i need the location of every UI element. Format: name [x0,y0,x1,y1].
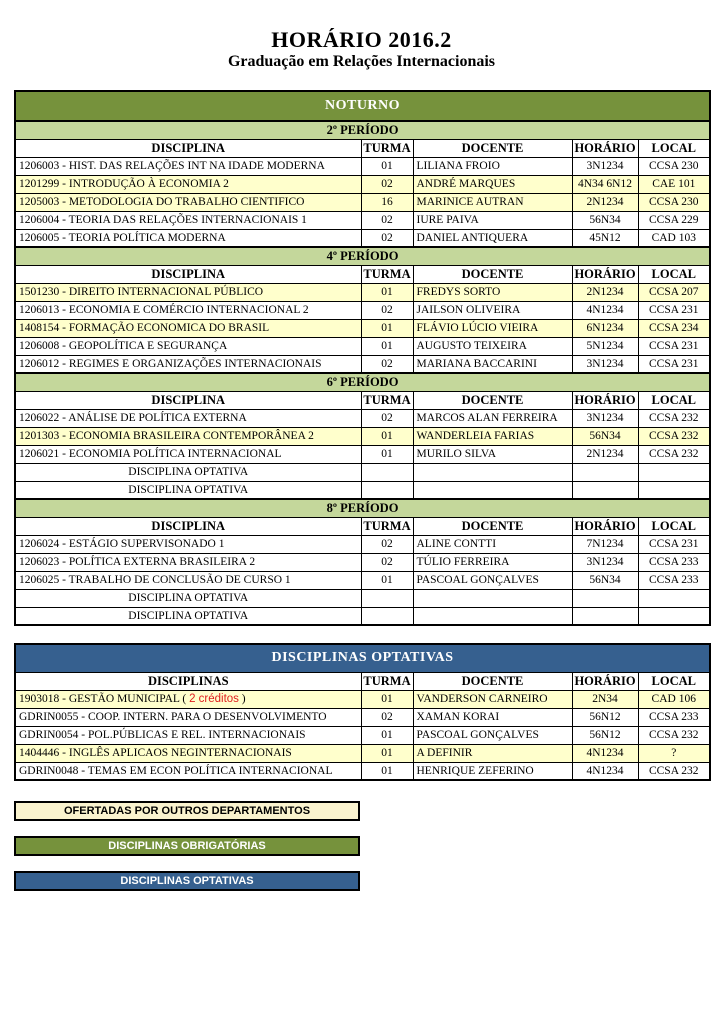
cell-local [638,481,710,499]
cell-docente: HENRIQUE ZEFERINO [413,762,572,780]
column-header: HORÁRIO [572,517,638,535]
period-bar-row [15,121,710,139]
cell-local: CCSA 234 [638,319,710,337]
cell-horario: 2N1234 [572,283,638,301]
table-row [15,409,710,427]
column-header: LOCAL [638,672,710,690]
cell-horario: 56N34 [572,211,638,229]
cell-horario: 2N1234 [572,445,638,463]
table-row [15,762,710,780]
cell-disciplina: 1205003 - METODOLOGIA DO TRABALHO CIENTIFICO [15,193,361,211]
shift-header: NOTURNO [15,91,710,121]
period-bar-label: 2º PERÍODO [15,121,710,139]
cell-horario: 56N34 [572,571,638,589]
cell-turma: 01 [361,690,413,708]
cell-horario [572,481,638,499]
optativa-placeholder-row [15,481,710,499]
page-subtitle: Graduação em Relações Internacionais [227,53,496,70]
optativa-placeholder-row [15,607,710,625]
optativas-table [14,643,711,781]
table-row [15,337,710,355]
cell-disciplina: 1501230 - DIREITO INTERNACIONAL PÚBLICO [15,283,361,301]
cell-local: CCSA 231 [638,301,710,319]
column-header: DOCENTE [413,672,572,690]
cell-docente: MARINICE AUTRAN [413,193,572,211]
cell-turma: 16 [361,193,413,211]
cell-horario: 7N1234 [572,535,638,553]
column-header: DISCIPLINA [15,139,361,157]
cell-turma: 01 [361,571,413,589]
period-bar-label: 6º PERÍODO [15,373,710,391]
credits-note: 2 créditos [189,693,239,705]
table-row [15,690,710,708]
cell-local: ? [638,744,710,762]
cell-local: CCSA 207 [638,283,710,301]
cell-disciplina: DISCIPLINA OPTATIVA [15,463,361,481]
cell-turma: 01 [361,744,413,762]
cell-disciplina: DISCIPLINA OPTATIVA [15,589,361,607]
cell-disciplina: 1206021 - ECONOMIA POLÍTICA INTERNACIONAL [15,445,361,463]
cell-disciplina: 1206013 - ECONOMIA E COMÉRCIO INTERNACIONAL 2 [15,301,361,319]
cell-docente: LILIANA FROIO [413,157,572,175]
cell-disciplina: DISCIPLINA OPTATIVA [15,481,361,499]
table-row [15,211,710,229]
column-header: DISCIPLINA [15,391,361,409]
page-header [0,0,723,71]
legend-other-departments: OFERTADAS POR OUTROS DEPARTAMENTOS [14,801,360,821]
cell-docente [413,589,572,607]
cell-local [638,463,710,481]
optativa-placeholder-row [15,463,710,481]
cell-docente: FREDYS SORTO [413,283,572,301]
legend-mandatory: DISCIPLINAS OBRIGATÓRIAS [14,836,360,856]
optativas-header: DISCIPLINAS OPTATIVAS [15,644,710,672]
cell-turma: 02 [361,211,413,229]
optativas-table-body [15,644,710,780]
cell-disciplina: GDRIN0048 - TEMAS EM ECON POLÍTICA INTERNACIONAL [15,762,361,780]
column-header-row [15,139,710,157]
cell-horario: 2N1234 [572,193,638,211]
cell-turma: 01 [361,337,413,355]
period-bar-label: 4º PERÍODO [15,247,710,265]
cell-local: CAE 101 [638,175,710,193]
cell-disciplina: 1206005 - TEORIA POLÍTICA MODERNA [15,229,361,247]
cell-horario [572,463,638,481]
table-row [15,553,710,571]
column-header: LOCAL [638,517,710,535]
table-row [15,744,710,762]
column-header: DISCIPLINAS [15,672,361,690]
cell-local: CAD 106 [638,690,710,708]
table-row [15,708,710,726]
cell-turma: 02 [361,355,413,373]
cell-turma: 02 [361,535,413,553]
cell-local: CCSA 232 [638,445,710,463]
cell-horario: 45N12 [572,229,638,247]
cell-turma: 02 [361,301,413,319]
cell-local: CCSA 232 [638,427,710,445]
cell-horario: 56N12 [572,726,638,744]
shift-header-row [15,91,710,121]
cell-horario: 4N1234 [572,762,638,780]
cell-local [638,589,710,607]
cell-horario: 3N1234 [572,409,638,427]
column-header: TURMA [361,265,413,283]
cell-turma: 01 [361,445,413,463]
table-row [15,283,710,301]
cell-disciplina: 1206008 - GEOPOLÍTICA E SEGURANÇA [15,337,361,355]
cell-docente: ANDRÉ MARQUES [413,175,572,193]
cell-docente: XAMAN KORAI [413,708,572,726]
cell-turma: 01 [361,762,413,780]
table-row [15,301,710,319]
column-header: HORÁRIO [572,265,638,283]
cell-turma: 01 [361,726,413,744]
period-bar-row [15,247,710,265]
schedule-table [14,90,711,626]
cell-disciplina: 1903018 - GESTÃO MUNICIPAL ( 2 créditos ) [15,690,361,708]
legend-optional: DISCIPLINAS OPTATIVAS [14,871,360,891]
cell-docente [413,463,572,481]
cell-local: CCSA 230 [638,157,710,175]
cell-disciplina: 1404446 - INGLÊS APLICAOS NEGINTERNACIONAIS [15,744,361,762]
cell-local: CCSA 231 [638,535,710,553]
cell-turma [361,589,413,607]
cell-local: CCSA 233 [638,571,710,589]
cell-horario: 4N1234 [572,744,638,762]
column-header: TURMA [361,139,413,157]
table-row [15,355,710,373]
cell-local: CCSA 231 [638,355,710,373]
cell-disciplina: GDRIN0055 - COOP. INTERN. PARA O DESENVOLVIMENTO [15,708,361,726]
column-header: DISCIPLINA [15,517,361,535]
column-header: HORÁRIO [572,672,638,690]
cell-docente: WANDERLEIA FARIAS [413,427,572,445]
column-header-row [15,265,710,283]
cell-docente: VANDERSON CARNEIRO [413,690,572,708]
cell-local: CCSA 231 [638,337,710,355]
column-header-row [15,517,710,535]
table-row [15,571,710,589]
cell-docente: FLÁVIO LÚCIO VIEIRA [413,319,572,337]
cell-local: CCSA 232 [638,726,710,744]
column-header-row [15,391,710,409]
period-bar-label: 8º PERÍODO [15,499,710,517]
cell-local: CCSA 229 [638,211,710,229]
cell-local [638,607,710,625]
cell-horario: 5N1234 [572,337,638,355]
cell-turma [361,481,413,499]
cell-docente [413,481,572,499]
cell-disciplina: 1206023 - POLÍTICA EXTERNA BRASILEIRA 2 [15,553,361,571]
column-header: DOCENTE [413,391,572,409]
cell-docente: ALINE CONTTI [413,535,572,553]
period-bar-row [15,499,710,517]
cell-local: CCSA 230 [638,193,710,211]
cell-horario: 3N1234 [572,157,638,175]
cell-disciplina: 1206024 - ESTÁGIO SUPERVISONADO 1 [15,535,361,553]
column-header: LOCAL [638,139,710,157]
cell-horario: 3N1234 [572,355,638,373]
cell-turma: 02 [361,229,413,247]
cell-horario: 2N34 [572,690,638,708]
table-row [15,319,710,337]
column-header: LOCAL [638,391,710,409]
cell-horario: 3N1234 [572,553,638,571]
cell-docente: MARIANA BACCARINI [413,355,572,373]
cell-local: CCSA 232 [638,409,710,427]
cell-disciplina: 1206022 - ANÁLISE DE POLÍTICA EXTERNA [15,409,361,427]
cell-turma: 01 [361,427,413,445]
cell-horario [572,589,638,607]
cell-docente: PASCOAL GONÇALVES [413,726,572,744]
cell-disciplina: 1201299 - INTRODUÇÃO À ECONOMIA 2 [15,175,361,193]
cell-horario: 6N1234 [572,319,638,337]
cell-turma [361,607,413,625]
page-title: HORÁRIO 2016.2 [271,27,452,52]
cell-docente [413,607,572,625]
column-header: DOCENTE [413,517,572,535]
table-row [15,229,710,247]
cell-local: CCSA 232 [638,762,710,780]
table-row [15,427,710,445]
cell-horario: 56N34 [572,427,638,445]
cell-local: CCSA 233 [638,708,710,726]
cell-docente: JAILSON OLIVEIRA [413,301,572,319]
column-header: TURMA [361,672,413,690]
cell-disciplina: 1408154 - FORMAÇÃO ECONOMICA DO BRASIL [15,319,361,337]
cell-turma [361,463,413,481]
table-row [15,535,710,553]
column-header: DOCENTE [413,265,572,283]
table-row [15,726,710,744]
cell-disciplina: 1201303 - ECONOMIA BRASILEIRA CONTEMPORÂNEA 2 [15,427,361,445]
column-header: DISCIPLINA [15,265,361,283]
table-row [15,445,710,463]
cell-disciplina: GDRIN0054 - POL.PÚBLICAS E REL. INTERNACIONAIS [15,726,361,744]
cell-disciplina: 1206004 - TEORIA DAS RELAÇÕES INTERNACIONAIS 1 [15,211,361,229]
column-header: DOCENTE [413,139,572,157]
cell-horario [572,607,638,625]
cell-disciplina: 1206025 - TRABALHO DE CONCLUSÃO DE CURSO 1 [15,571,361,589]
cell-turma: 01 [361,319,413,337]
cell-turma: 02 [361,553,413,571]
cell-docente: DANIEL ANTIQUERA [413,229,572,247]
cell-docente: PASCOAL GONÇALVES [413,571,572,589]
cell-turma: 02 [361,175,413,193]
column-header: HORÁRIO [572,139,638,157]
cell-horario: 4N1234 [572,301,638,319]
period-bar-row [15,373,710,391]
column-header: TURMA [361,517,413,535]
column-header: TURMA [361,391,413,409]
cell-docente: TÚLIO FERREIRA [413,553,572,571]
cell-docente: IURE PAIVA [413,211,572,229]
column-header: LOCAL [638,265,710,283]
cell-docente: MURILO SILVA [413,445,572,463]
cell-disciplina: 1206003 - HIST. DAS RELAÇÕES INT NA IDADE MODERNA [15,157,361,175]
optativa-placeholder-row [15,589,710,607]
cell-local: CAD 103 [638,229,710,247]
cell-turma: 01 [361,283,413,301]
cell-disciplina: DISCIPLINA OPTATIVA [15,607,361,625]
cell-turma: 01 [361,157,413,175]
table-row [15,157,710,175]
table-row [15,193,710,211]
cell-horario: 4N34 6N12 [572,175,638,193]
cell-local: CCSA 233 [638,553,710,571]
cell-horario: 56N12 [572,708,638,726]
schedule-table-body [15,91,710,625]
optativas-header-row [15,644,710,672]
column-header: HORÁRIO [572,391,638,409]
cell-turma: 02 [361,409,413,427]
cell-docente: A DEFINIR [413,744,572,762]
column-header-row [15,672,710,690]
cell-docente: MARCOS ALAN FERREIRA [413,409,572,427]
table-row [15,175,710,193]
cell-turma: 02 [361,708,413,726]
cell-docente: AUGUSTO TEIXEIRA [413,337,572,355]
cell-disciplina: 1206012 - REGIMES E ORGANIZAÇÕES INTERNACIONAIS [15,355,361,373]
